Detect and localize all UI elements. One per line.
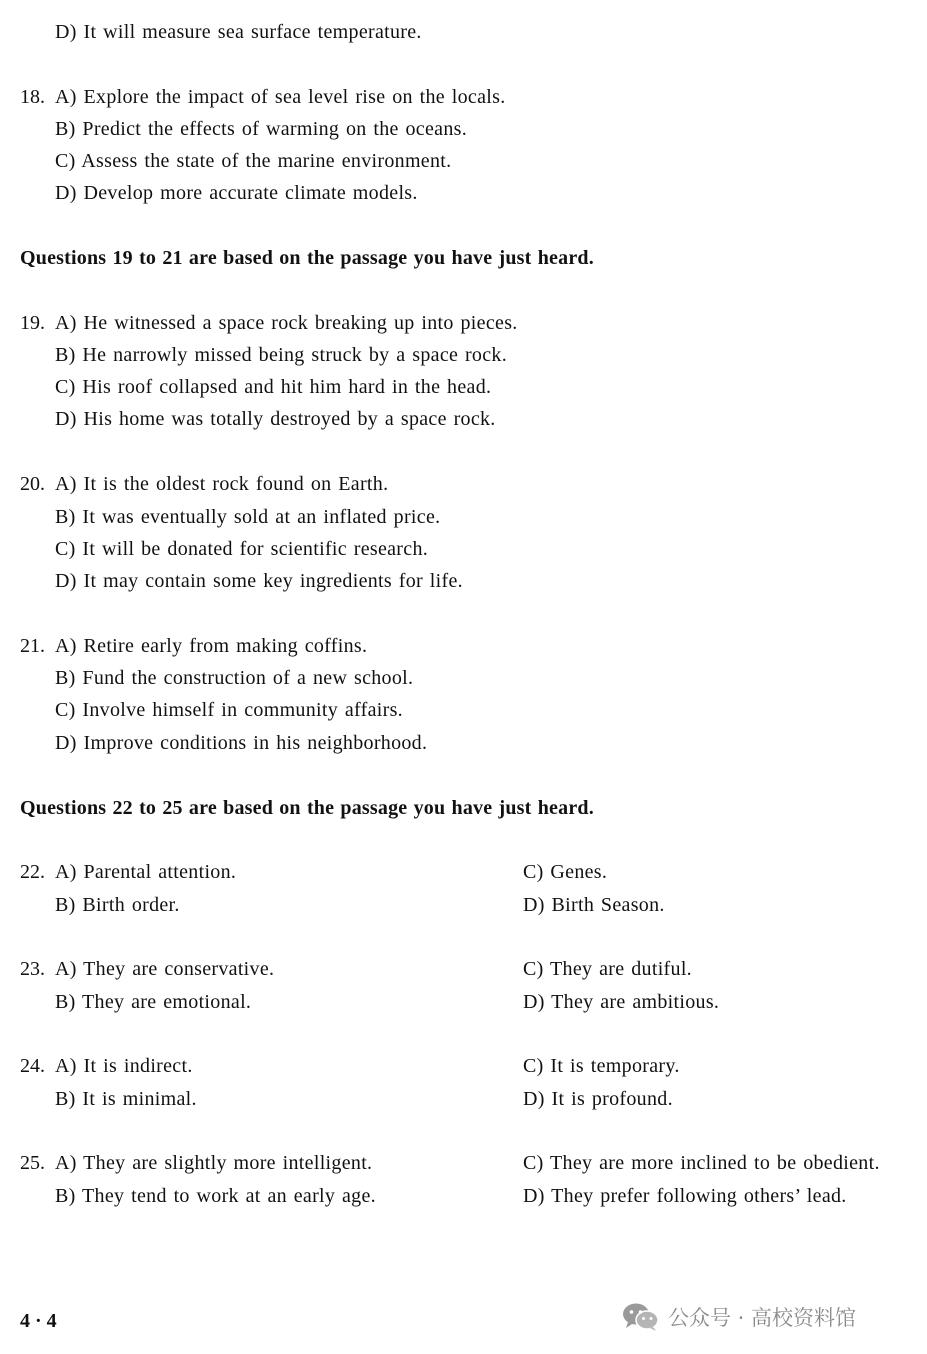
q20-option-d: D) It may contain some key ingredients for life.: [55, 570, 463, 592]
section-heading-22-25: Questions 22 to 25 are based on the passage you have just heard.: [20, 797, 594, 819]
q23-option-b: B) They are emotional.: [55, 991, 252, 1013]
watermark: [622, 1300, 856, 1334]
q25-number: 25.: [20, 1152, 45, 1174]
q20-option-c: C) It will be donated for scientific research.: [55, 538, 429, 560]
page-number: 4 · 4: [20, 1310, 57, 1332]
q20-number: 20.: [20, 473, 45, 495]
q19-option-b: B) He narrowly missed being struck by a space rock.: [55, 344, 508, 366]
wechat-icon: [622, 1302, 660, 1332]
q17-option-d: D) It will measure sea surface temperature.: [55, 21, 422, 43]
q25-option-c: C) They are more inclined to be obedient.: [523, 1152, 880, 1174]
q23-option-d: D) They are ambitious.: [523, 991, 720, 1013]
q21-number: 21.: [20, 635, 45, 657]
q22-option-a: A) Parental attention.: [55, 861, 237, 883]
q18-number: 18.: [20, 86, 45, 108]
q22-option-c: C) Genes.: [523, 861, 608, 883]
q24-number: 24.: [20, 1055, 45, 1077]
q21-option-a: A) Retire early from making coffins.: [55, 635, 368, 657]
q23-option-c: C) They are dutiful.: [523, 958, 692, 980]
q21-option-b: B) Fund the construction of a new school.: [55, 667, 414, 689]
q19-option-c: C) His roof collapsed and hit him hard in the head.: [55, 376, 492, 398]
q20-option-b: B) It was eventually sold at an inflated price.: [55, 506, 441, 528]
q25-option-d: D) They prefer following others’ lead.: [523, 1185, 847, 1207]
q18-option-a: A) Explore the impact of sea level rise on the locals.: [55, 86, 506, 108]
q24-option-d: D) It is profound.: [523, 1088, 673, 1110]
q22-option-b: B) Birth order.: [55, 894, 180, 916]
q19-option-a: A) He witnessed a space rock breaking up into pieces.: [55, 312, 518, 334]
q23-option-a: A) They are conservative.: [55, 958, 275, 980]
section-heading-19-21: Questions 19 to 21 are based on the passage you have just heard.: [20, 247, 594, 269]
q25-option-b: B) They tend to work at an early age.: [55, 1185, 376, 1207]
q21-option-c: C) Involve himself in community affairs.: [55, 699, 403, 721]
q19-option-d: D) His home was totally destroyed by a space rock.: [55, 408, 496, 430]
q18-option-b: B) Predict the effects of warming on the oceans.: [55, 118, 468, 140]
q24-option-b: B) It is minimal.: [55, 1088, 197, 1110]
q23-number: 23.: [20, 958, 45, 980]
watermark-text: 公众号 · 高校资料馆: [668, 1306, 857, 1330]
q24-option-c: C) It is temporary.: [523, 1055, 680, 1077]
q20-option-a: A) It is the oldest rock found on Earth.: [55, 473, 389, 495]
q21-option-d: D) Improve conditions in his neighborhood.: [55, 732, 428, 754]
q22-number: 22.: [20, 861, 45, 883]
q18-option-d: D) Develop more accurate climate models.: [55, 182, 418, 204]
q24-option-a: A) It is indirect.: [55, 1055, 193, 1077]
q18-option-c: C) Assess the state of the marine environment.: [55, 150, 452, 172]
q22-option-d: D) Birth Season.: [523, 894, 665, 916]
q19-number: 19.: [20, 312, 45, 334]
q25-option-a: A) They are slightly more intelligent.: [55, 1152, 373, 1174]
